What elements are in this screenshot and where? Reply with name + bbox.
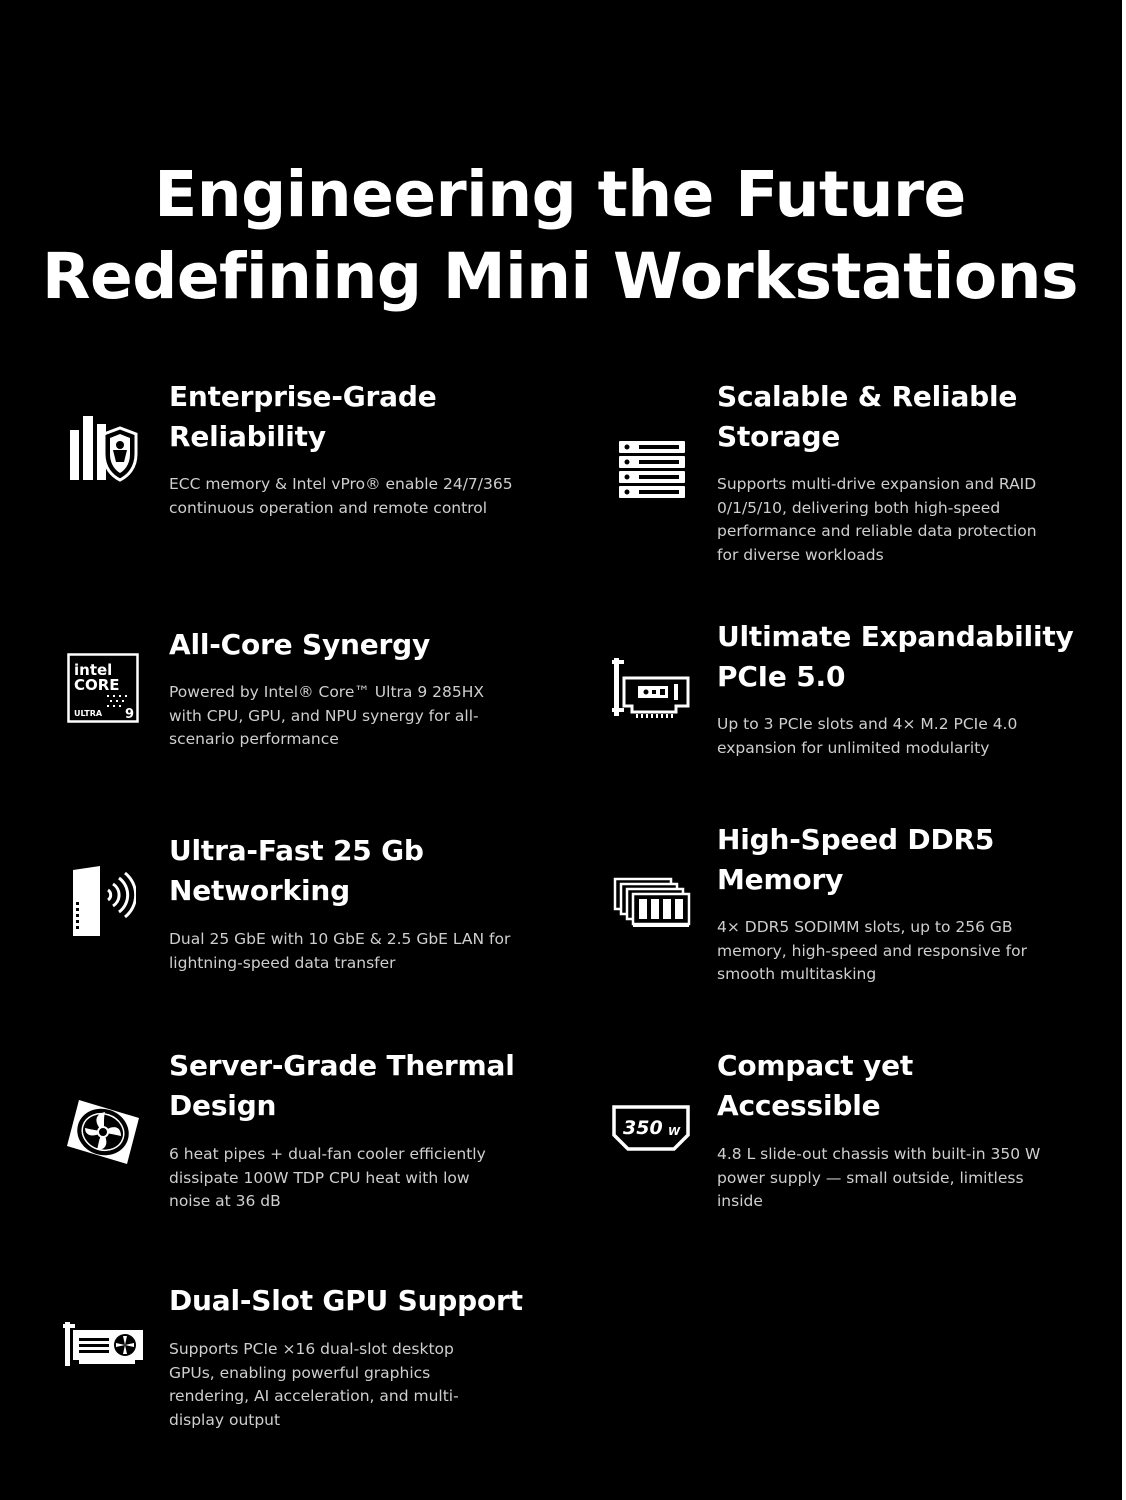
feature-title: Compact yet Accessible	[717, 1049, 914, 1122]
gpu-card-icon	[63, 1320, 145, 1368]
feature-description: Dual 25 GbE with 10 GbE & 2.5 GbE LAN for lightning-speed data transfer	[169, 930, 511, 972]
wattage-value-text: 350	[623, 1117, 663, 1139]
tier-number-text: 9	[125, 707, 135, 722]
feature-title: Scalable & Reliable Storage	[717, 380, 1018, 453]
feature-title: Enterprise-Grade Reliability	[169, 380, 437, 453]
feature-description: 6 heat pipes + dual-fan cooler efficiently dissipate 100W TDP CPU heat with low noise at 36 dB	[169, 1145, 486, 1210]
intel-core-ultra-icon	[67, 653, 139, 723]
memory-modules-icon	[613, 877, 693, 929]
feature-title: Ultra-Fast 25 Gb Networking	[169, 834, 424, 907]
network-signal-icon	[70, 864, 136, 938]
core-text: CORE	[74, 676, 120, 694]
intel-brand-text: intel	[74, 661, 113, 679]
pcie-card-icon	[612, 656, 690, 718]
right-edge-bar	[1122, 0, 1126, 1500]
feature-description: ECC memory & Intel vPro® enable 24/7/365 continuous operation and remote control	[169, 475, 513, 517]
fan-icon	[63, 1096, 143, 1168]
feature-title: All-Core Synergy	[169, 628, 431, 661]
storage-rack-icon	[617, 439, 687, 503]
feature-title: Dual-Slot GPU Support	[169, 1284, 523, 1317]
feature-title: Server-Grade Thermal Design	[169, 1049, 515, 1122]
feature-description: Powered by Intel® Core™ Ultra 9 285HX with CPU, GPU, and NPU synergy for all-scenario performance	[169, 683, 484, 748]
feature-description: 4.8 L slide-out chassis with built-in 350 W power supply — small outside, limitless inside	[717, 1145, 1041, 1210]
feature-description: Supports multi-drive expansion and RAID 0/1/5/10, delivering both high-speed performance and reliable data protection for diverse workloads	[717, 475, 1037, 564]
feature-title: High-Speed DDR5 Memory	[717, 823, 995, 896]
ultra-text: ULTRA	[74, 709, 103, 718]
shield-building-icon	[66, 412, 138, 484]
feature-description: Up to 3 PCIe slots and 4× M.2 PCIe 4.0 expansion for unlimited modularity	[717, 715, 1018, 757]
feature-description: 4× DDR5 SODIMM slots, up to 256 GB memory, high-speed and responsive for smooth multitasking	[717, 918, 1027, 983]
page-headline	[0, 154, 1120, 318]
wattage-unit-text: W	[668, 1125, 681, 1138]
feature-description: Supports PCIe ×16 dual-slot desktop GPUs, enabling powerful graphics rendering, AI acceleration, and multi-display output	[169, 1340, 459, 1429]
headline-line-1: Engineering the Future	[154, 158, 966, 232]
feature-title: Ultimate Expandability PCIe 5.0	[717, 620, 1074, 693]
power-supply-icon	[611, 1103, 691, 1153]
headline-line-2: Redefining Mini Workstations	[41, 240, 1079, 314]
